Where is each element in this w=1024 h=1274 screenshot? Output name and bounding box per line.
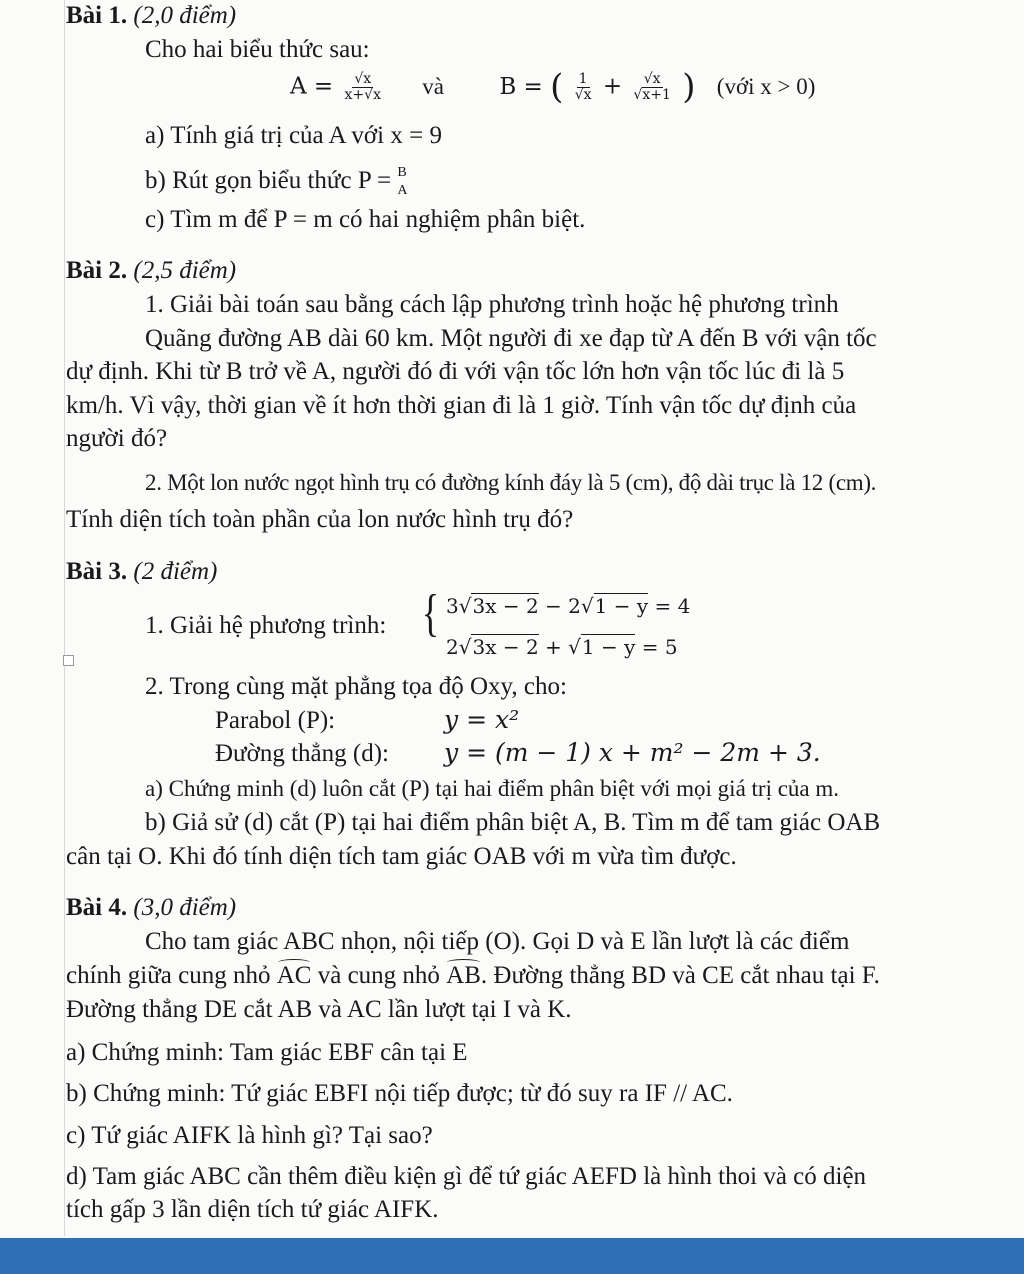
b4-line2-post: . Đường thẳng BD và CE cắt nhau tại F. xyxy=(480,962,880,989)
eq1-coef: 3 xyxy=(446,594,459,618)
b1-part-b xyxy=(145,164,408,200)
eq1-root2: 1 − y xyxy=(594,594,649,618)
b4-part-d-line2: tích gấp 3 lần diện tích tứ giác AIFK. xyxy=(66,1196,439,1223)
a-denominator: x+√x xyxy=(344,87,381,104)
b2-q1-intro: 1. Giải bài toán sau bằng cách lập phương trình hoặc hệ phương trình xyxy=(145,291,839,318)
margin-marker-icon xyxy=(63,655,74,666)
arc-ac: AC xyxy=(276,962,312,989)
b4-line2 xyxy=(66,962,880,991)
plus-sign: + xyxy=(602,73,623,100)
b4-line3: Đường thẳng DE cắt AB và AC lần lượt tại I và K. xyxy=(66,996,572,1023)
b2-points: (2,5 điểm) xyxy=(133,257,237,284)
line-equation: y = (m − 1) x + m² − 2m + 3. xyxy=(444,738,821,767)
b1-part-a: a) Tính giá trị của A với x = 9 xyxy=(145,122,442,149)
b4-part-c: c) Tứ giác AIFK là hình gì? Tại sao? xyxy=(66,1122,433,1149)
b1-condition: (với x > 0) xyxy=(716,73,816,99)
b-label: B = xyxy=(499,73,543,100)
p-fraction xyxy=(397,164,407,200)
system-brace: { xyxy=(421,585,440,642)
eq1-mid: − 2 xyxy=(538,594,581,618)
and-word: và xyxy=(422,73,444,99)
eq2-root2: 1 − y xyxy=(581,635,636,659)
b-fraction-2 xyxy=(631,72,672,104)
system-eq2: 2√3x − 2 + √1 − y = 5 xyxy=(446,635,678,659)
parabol-label: Parabol (P): xyxy=(215,707,336,734)
footer-bar xyxy=(0,1238,1024,1274)
eq2-rhs: = 5 xyxy=(635,635,678,659)
b1-intro: Cho hai biểu thức sau: xyxy=(145,36,370,63)
b4-line2-pre: chính giữa cung nhỏ xyxy=(66,962,277,989)
eq1-root1: 3x − 2 xyxy=(472,594,539,618)
b1-part-b-text: b) Rút gọn biểu thức P = xyxy=(145,166,392,194)
b2-title: Bài 2. xyxy=(66,257,128,284)
b1-formula-line xyxy=(290,68,815,107)
eq2-mid: + xyxy=(538,635,569,659)
b-f1-numerator: 1 xyxy=(578,70,588,87)
b4-part-a: a) Chứng minh: Tam giác EBF cân tại E xyxy=(66,1039,468,1066)
b2-q1-line4: người đó? xyxy=(66,425,168,452)
b2-q1-line1: Quãng đường AB dài 60 km. Một người đi xe đạp từ A đến B với vận tốc xyxy=(145,325,877,352)
b2-q2-line2: Tính diện tích toàn phần của lon nước hình trụ đó? xyxy=(66,506,574,533)
arc-ab: AB xyxy=(446,962,481,989)
p-denominator: A xyxy=(397,183,408,199)
system-eq1: 3√3x − 2 − 2√1 − y = 4 xyxy=(446,594,691,618)
open-paren: ( xyxy=(550,67,564,107)
b3-q2: 2. Trong cùng mặt phẳng tọa độ Oxy, cho: xyxy=(145,673,567,700)
eq2-coef: 2 xyxy=(446,635,459,659)
b-f1-denominator: √x xyxy=(574,87,592,104)
b4-line1: Cho tam giác ABC nhọn, nội tiếp (O). Gọi D và E lần lượt là các điểm xyxy=(145,928,850,955)
line-label: Đường thẳng (d): xyxy=(215,740,389,767)
b4-part-d-line1: d) Tam giác ABC cần thêm điều kiện gì để tứ giác AEFD là hình thoi và có diện xyxy=(66,1163,867,1190)
p-numerator: B xyxy=(397,165,407,180)
b3-title: Bài 3. xyxy=(66,558,128,585)
b4-line2-mid: và cung nhỏ xyxy=(311,962,447,989)
b3-part-b-line1: b) Giả sử (d) cắt (P) tại hai điểm phân biệt A, B. Tìm m để tam giác OAB xyxy=(145,809,881,836)
b-fraction-1 xyxy=(573,72,594,104)
b3-part-b-line2: cân tại O. Khi đó tính diện tích tam giác OAB với m vừa tìm được. xyxy=(66,843,737,870)
b4-title: Bài 4. xyxy=(66,894,128,921)
a-numerator: √x xyxy=(354,70,372,87)
b3-q1: 1. Giải hệ phương trình: xyxy=(145,612,387,639)
b2-q1-line2: dự định. Khi từ B trở về A, người đó đi với vận tốc lớn hơn vận tốc lúc đi là 5 xyxy=(66,358,845,385)
b-f2-numerator: √x xyxy=(643,70,661,87)
a-label: A = xyxy=(290,73,334,100)
b1-points: (2,0 điểm) xyxy=(133,2,237,29)
b4-heading xyxy=(66,894,236,923)
parabol-equation: y = x² xyxy=(444,705,520,734)
b1-part-c: c) Tìm m để P = m có hai nghiệm phân biệt. xyxy=(145,206,586,233)
page-margin-line xyxy=(64,0,65,1236)
b3-heading xyxy=(66,558,217,587)
b1-title: Bài 1. xyxy=(66,2,128,29)
a-fraction xyxy=(343,72,383,104)
b3-points: (2 điểm) xyxy=(133,558,218,585)
b4-points: (3,0 điểm) xyxy=(133,894,237,921)
b2-q2-line1: 2. Một lon nước ngọt hình trụ có đường kính đáy là 5 (cm), độ dài trục là 12 (cm). xyxy=(145,470,877,495)
b4-part-b: b) Chứng minh: Tứ giác EBFI nội tiếp được; từ đó suy ra IF // AC. xyxy=(66,1080,733,1107)
eq1-rhs: = 4 xyxy=(648,594,691,618)
b3-part-a: a) Chứng minh (d) luôn cắt (P) tại hai điểm phân biệt với mọi giá trị của m. xyxy=(145,776,840,801)
b2-q1-line3: km/h. Vì vậy, thời gian về ít hơn thời gian đi là 1 giờ. Tính vận tốc dự định của xyxy=(66,392,857,419)
eq2-root1: 3x − 2 xyxy=(472,635,539,659)
close-paren: ) xyxy=(682,67,696,107)
b1-heading xyxy=(66,2,236,31)
b-f2-denominator: √x+1 xyxy=(633,87,671,104)
b2-heading xyxy=(66,257,236,286)
